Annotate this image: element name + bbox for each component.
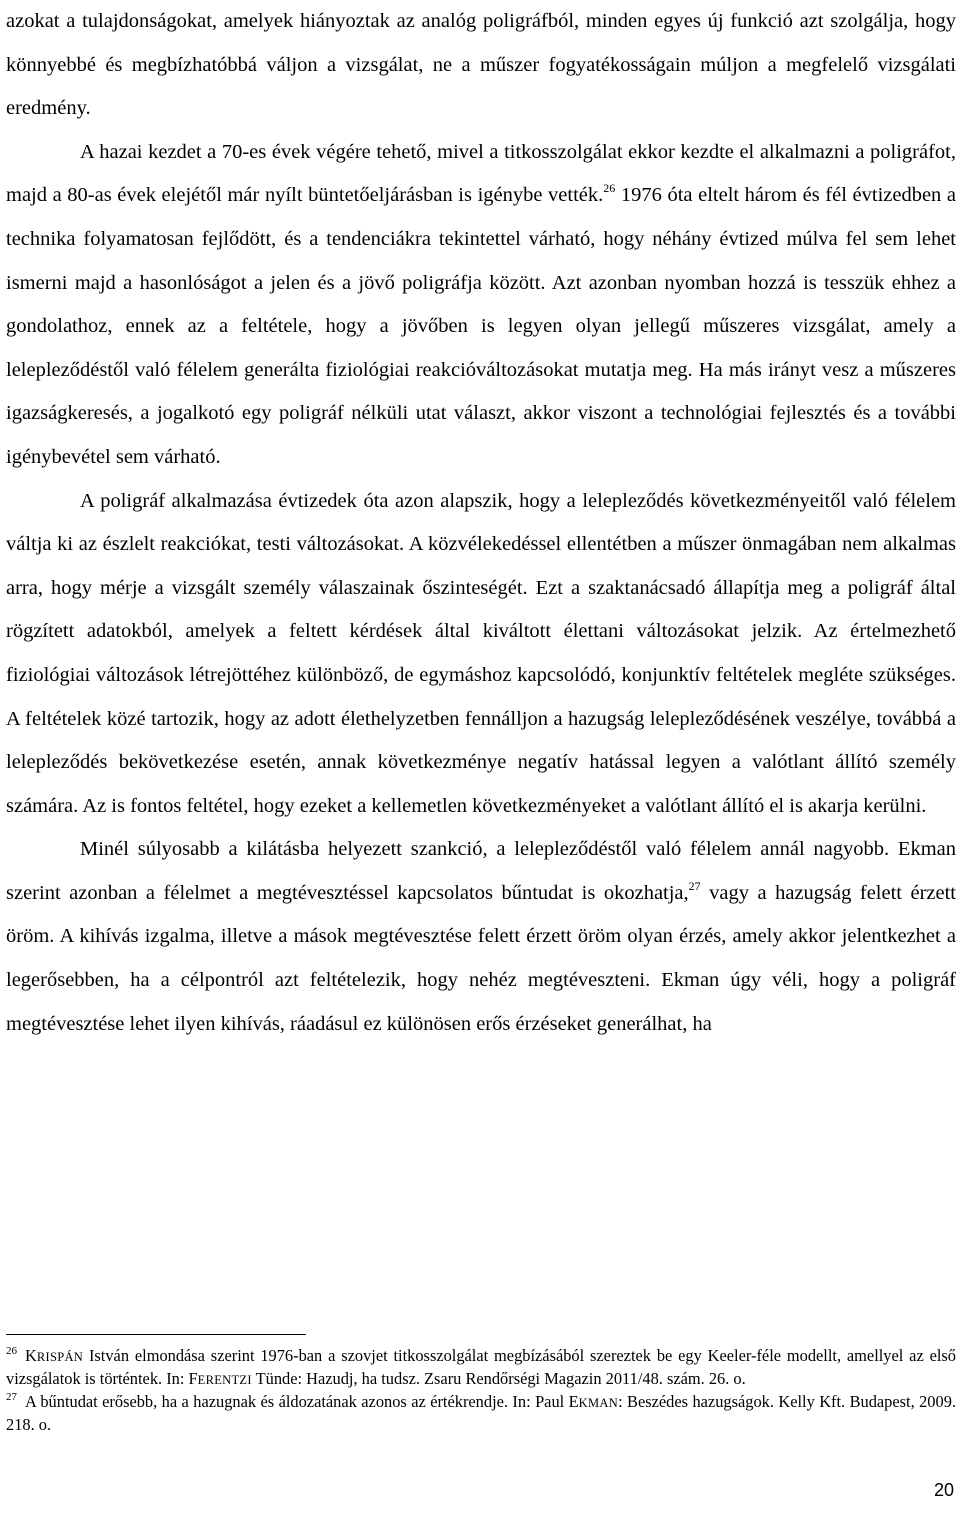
footnote-27-text-b: : Beszédes hazugságok. Kelly Kft. Budapest, 2009. 218. o. <box>6 1392 956 1434</box>
footnote-26-name-rest: RISPÁN <box>36 1350 84 1364</box>
paragraph-3-text: A poligráf alkalmazása évtizedek óta azon alapszik, hogy a lelepleződés következményeitől való félelem váltja ki az észlelt reakciókat, testi változásokat. A közvélekedéssel ellentétben a műszer önmagában nem alkalmas arra, hogy mérje a vizsgált személy válaszainak őszinteségét. Ezt a szaktanácsadó állapítja meg a poligráf által rögzített adatokból, amelyek a feltett kérdések által kiváltott élettani változásokat jelzik. Az értelmezhető fiziológiai változások létrejöttéhez különböző, de egymáshoz kapcsolódó, konjunktív feltételek megléte szükséges. A feltételek közé tartozik, hogy az adott élethelyzetben fennálljon a hazugság lelepleződésének veszélye, továbbá a lelepleződés bekövetkezése esetén, annak következménye negatív hatással legyen a valótlant állító személy számára. Az is fontos feltétel, hogy ezeket a kellemetlen következményeket a valótlant állító el is akarja kerülni. <box>6 489 956 817</box>
paragraph-2-text-a: A hazai kezdet a 70-es évek végére tehető, mivel a titkosszolgálat ekkor kezdte el alkalmazni a poligráfot, majd a 80-as évek elejétől már nyílt büntetőeljárásban is igénybe vették. <box>6 140 956 207</box>
body-text <box>6 0 956 1046</box>
footnote-ref-27: 27 <box>688 878 701 893</box>
paragraph-4-text-a: Minél súlyosabb a kilátásba helyezett szankció, a lelepleződéstől való félelem annál nagyobb. Ekman szerint azonban a félelmet a megtévesztéssel kapcsolatos bűntudat is okozhatja, <box>6 838 956 904</box>
paragraph-2 <box>6 131 956 480</box>
footnote-26 <box>6 1345 956 1391</box>
footnote-27 <box>6 1391 956 1436</box>
footnote-26-author-first: F <box>188 1369 198 1388</box>
paragraph-3 <box>6 480 956 829</box>
footnote-26-text-b: Tünde: Hazudj, ha tudsz. Zsaru Rendőrségi Magazin 2011/48. szám. 26. o. <box>251 1369 746 1388</box>
footnote-27-author-first: E <box>568 1392 579 1411</box>
paragraph-1-text: azokat a tulajdonságokat, amelyek hiányoztak az analóg poligráfból, minden egyes új funkció azt szolgálja, hogy könnyebbé és megbízhatóbbá váljon a vizsgálat, ne a műszer fogyatékosságain múljon a megfelelő vizsgálati eredmény. <box>6 10 956 120</box>
footnotes <box>6 1345 956 1436</box>
paragraph-2-text-b: 1976 óta eltelt három és fél évtizedben a technika folyamatosan fejlődött, és a tendenciákra tekintettel várható, hogy néhány évtized múlva fel sem lehet ismerni majd a hasonlóságot a jelen és a jövő poligráfja között. Azt azonban nyomban hozzá is tesszük ehhez a gondolathoz, ennek az a feltétele, hogy a jövőben is legyen olyan jellegű műszeres vizsgálat, amely a lelepleződéstől való félelem generálta fiziológiai reakcióváltozásokat mutatja meg. Ha más irányt vesz a műszeres igazságkeresés, a jogalkotó egy poligráf nélküli utat választ, akkor viszont a technológiai fejlesztés és a további igénybevétel sem várható. <box>6 184 957 468</box>
paragraph-4-text-b: vagy a hazugság felett érzett öröm. A kihívás izgalma, illetve a mások megtévesztése felett érzett öröm olyan érzés, amely akkor jelentkezhet a legerősebben, ha a célpontról azt feltételezik, hogy nehéz megtéveszteni. Ekman úgy véli, hogy a poligráf megtévesztése lehet ilyen kihívás, ráadásul ez különösen erős érzéseket generálhat, ha <box>6 881 956 1035</box>
footnote-27-text-a: A bűntudat erősebb, ha a hazugnak és áldozatának azonos az értékrendje. In: Paul <box>25 1392 569 1411</box>
footnote-26-name-first: K <box>25 1346 37 1365</box>
footnote-27-author-rest: KMAN <box>578 1396 619 1410</box>
footnote-26-number: 26 <box>6 1345 17 1357</box>
footnote-27-number: 27 <box>6 1391 17 1403</box>
footnote-26-text-a: István elmondása szerint 1976-ban a szovjet titkosszolgálat megbízásából szereztek be egy Keeler-féle modellt, amellyel az első vizsgálatok is történtek. In: <box>6 1346 956 1388</box>
paragraph-1 <box>6 0 956 131</box>
paragraph-4 <box>6 828 956 1046</box>
footnote-ref-26: 26 <box>603 181 616 196</box>
footnote-26-author-rest: ERENTZI <box>197 1373 252 1387</box>
footnote-separator <box>6 1334 306 1335</box>
page-number: 20 <box>933 1480 954 1500</box>
